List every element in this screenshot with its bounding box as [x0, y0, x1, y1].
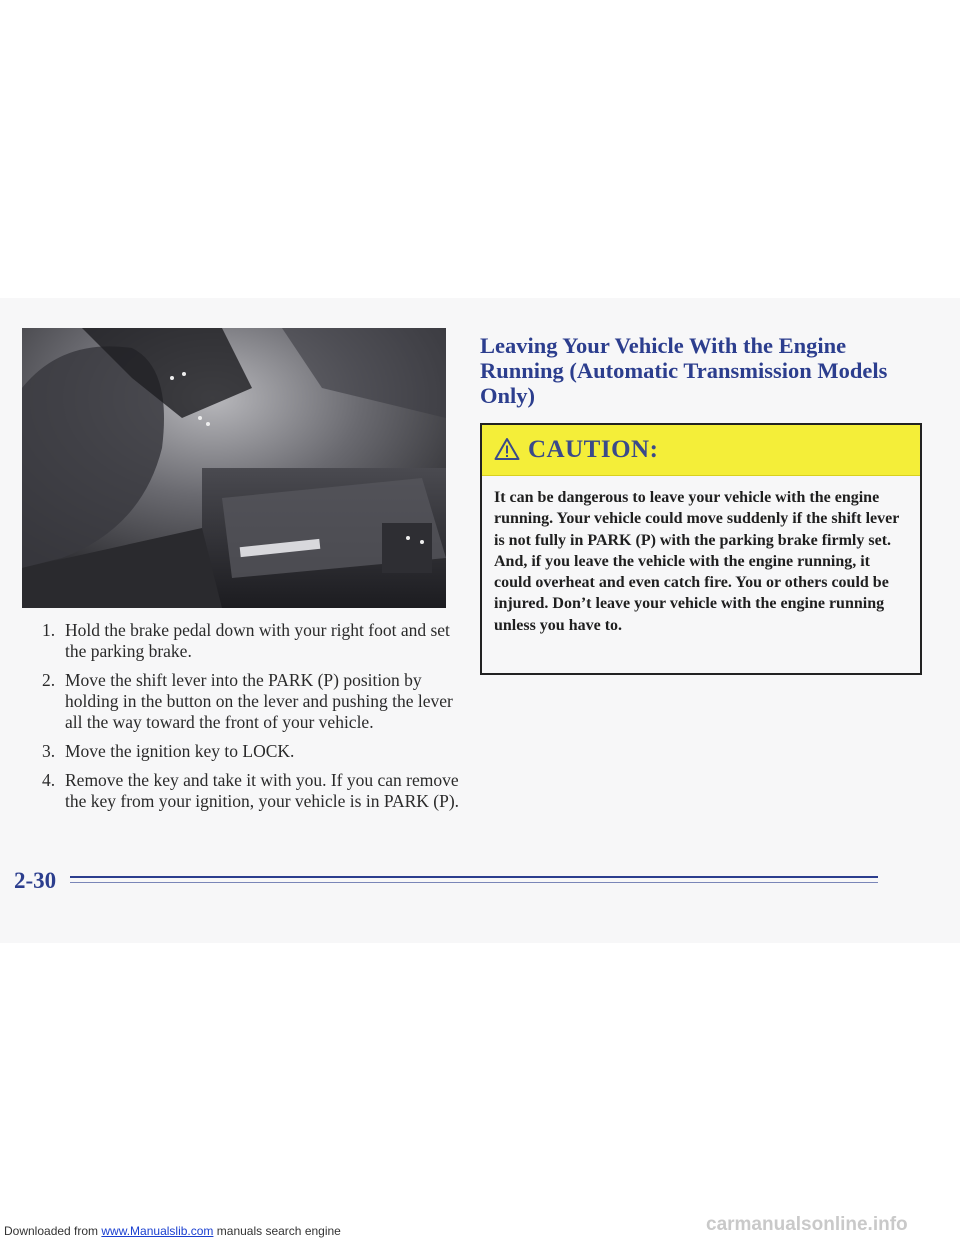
warning-triangle-icon [494, 437, 520, 461]
step-text: Hold the brake pedal down with your right foot and set the parking brake. [65, 620, 450, 661]
step-item [42, 620, 462, 662]
section-heading: Leaving Your Vehicle With the Engine Running (Automatic Transmission Models Only) [480, 333, 888, 408]
page-number: 2-30 [14, 868, 57, 893]
caution-box [480, 423, 922, 675]
step-number: 3. [42, 741, 56, 761]
credit-prefix: Downloaded from [4, 1224, 102, 1238]
step-number: 4. [42, 770, 56, 790]
step-number: 2. [42, 670, 56, 690]
footer-rule [70, 876, 878, 878]
dashboard-shift-lever-photo [22, 328, 446, 608]
step-item [42, 670, 462, 733]
footer-rule-thin [70, 882, 878, 883]
instruction-steps [42, 620, 462, 820]
step-text: Move the shift lever into the PARK (P) position by holding in the button on the lever and pushing the lever all the way toward the front of your vehicle. [65, 670, 453, 732]
step-number: 1. [42, 620, 56, 640]
caution-text: It can be dangerous to leave your vehicle with the engine running. Your vehicle could move suddenly if the shift lever is not fully in PARK (P) with the parking brake firmly set. And, if you leave the vehicle with the engine running, it could overheat and even catch fire. You or others could be injured. Don’t leave your vehicle with the engine running unless you have to. [494, 489, 900, 634]
credit-suffix: manuals search engine [213, 1224, 341, 1238]
manualslib-link[interactable]: www.Manualslib.com [101, 1224, 214, 1238]
caution-label: CAUTION: [528, 436, 659, 463]
download-credit [4, 1224, 341, 1238]
step-item [42, 741, 462, 762]
step-item [42, 770, 462, 812]
watermark: carmanualsonline.info [706, 1214, 908, 1235]
step-text: Move the ignition key to LOCK. [65, 741, 295, 761]
caution-header [482, 425, 920, 476]
step-text: Remove the key and take it with you. If you can remove the key from your ignition, your vehicle is in PARK (P). [65, 770, 460, 811]
